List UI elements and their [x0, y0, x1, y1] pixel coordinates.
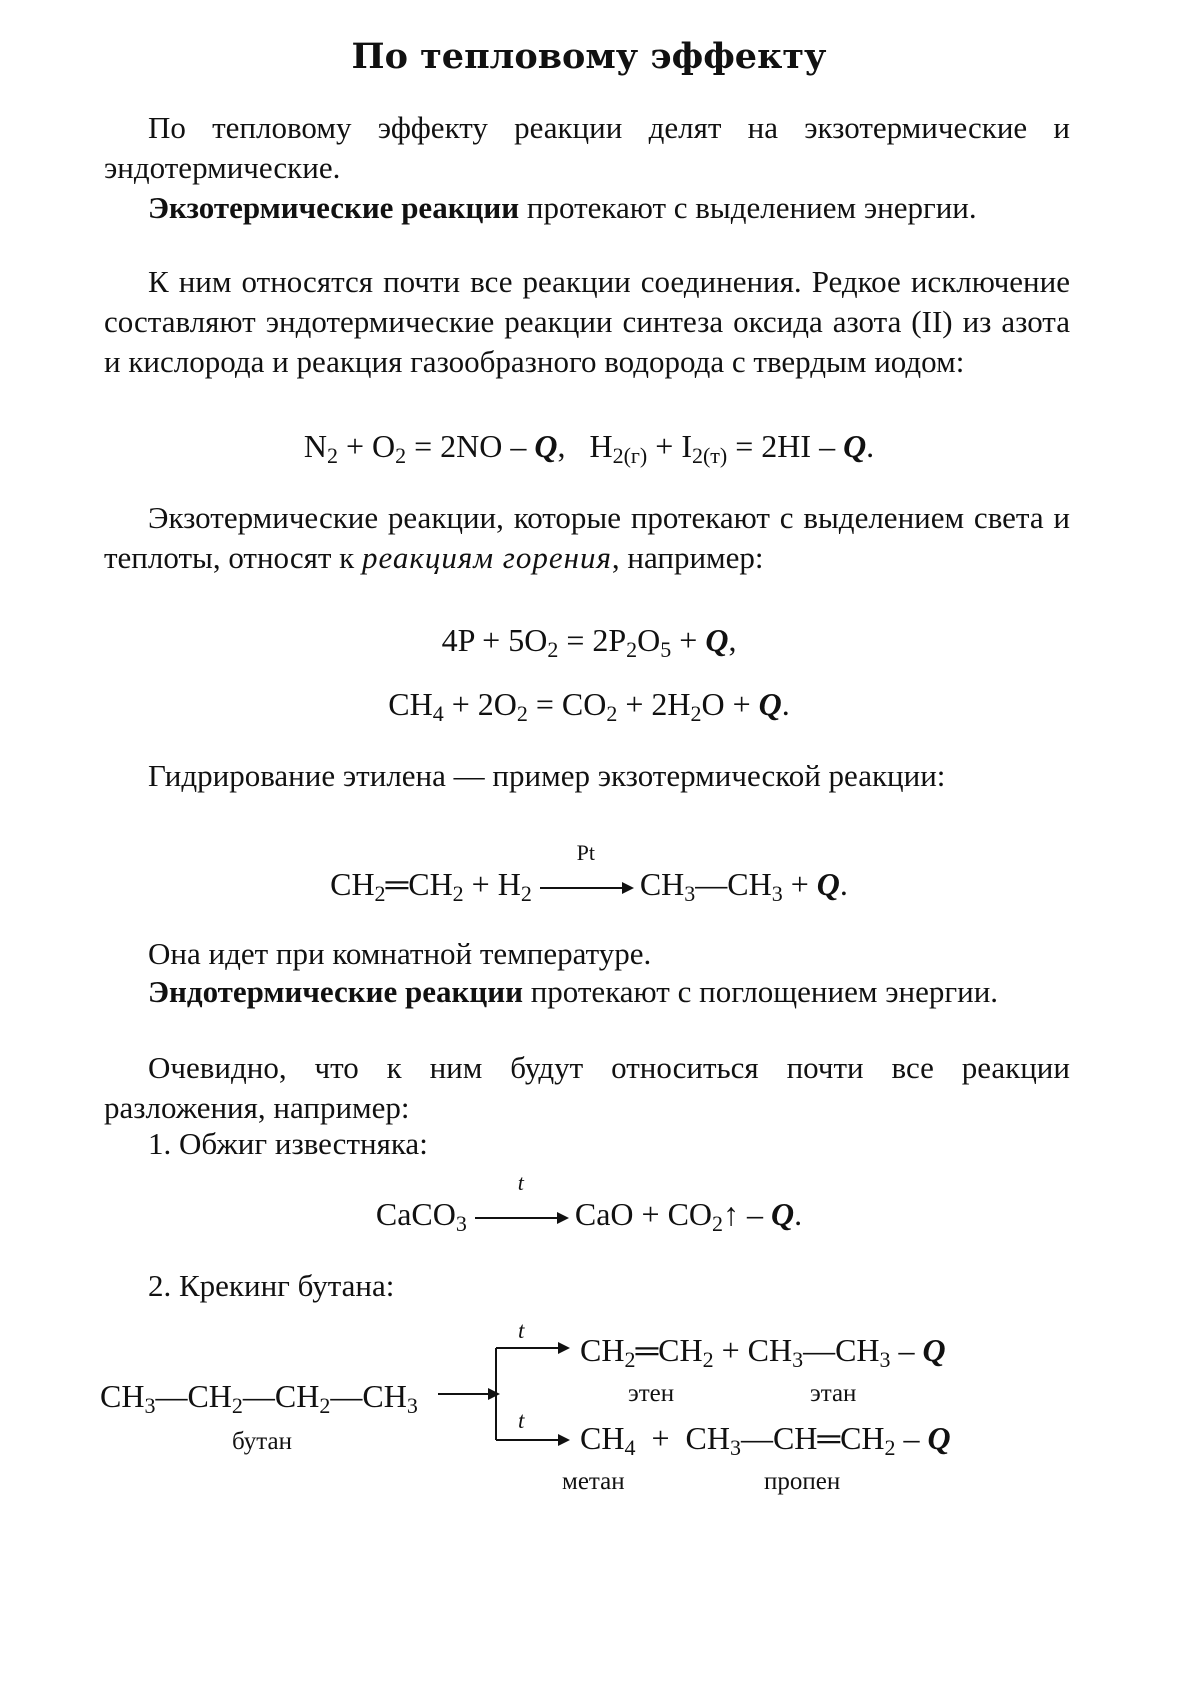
paragraph-hydrogenation: Гидрирование этилена — пример экзотермической реакции:: [148, 758, 946, 793]
branching-arrows: [438, 1330, 578, 1490]
paragraph-decomposition: Очевидно, что к ним будут относиться почти все реакции разложения, например:: [104, 1050, 1070, 1125]
paragraph-exothermic-definition: [104, 188, 1070, 228]
term-endothermic: Эндотермические реакции: [148, 974, 523, 1009]
equation-methane-combustion: $CH_4 + 2O_2 = CO_2 + 2H_2O + Q$.: [388, 686, 790, 726]
exothermic-definition-text: протекают с выделением энергии.: [519, 190, 977, 225]
formula-butane: $CH_3—CH_2—CH_2—CH_3$: [100, 1378, 418, 1418]
equation-endothermic-examples: $N_2 + O_2 = 2NO - Q$, $H_{2(г)} + I_{2(т)} = 2HI - Q$.: [303, 428, 875, 468]
heat-label-top: t: [518, 1318, 525, 1343]
combustion-text-a: Экзотермические реакции, которые протекают с выделением света и теплоты, относят к: [104, 500, 1070, 575]
paragraph-room-temperature: Она идет при комнатной температуре.: [148, 936, 652, 971]
catalyst-label: Pt: [576, 840, 595, 865]
products-ethene-ethane: $CH_2═CH_2$ + $CH_3—CH_3$ – Q: [580, 1332, 946, 1372]
label-propene: пропен: [764, 1468, 841, 1495]
label-methane: метан: [562, 1468, 625, 1495]
endothermic-definition-text: протекают с поглощением энергии.: [522, 974, 999, 1009]
term-combustion: реакциям горения: [361, 540, 612, 575]
list-item-limestone: 1. Обжиг известняка:: [148, 1126, 428, 1161]
equation-phosphorus-combustion: $4P + 5O_2 = 2P_2O_5 + Q$,: [441, 622, 737, 662]
arrow-heat: [475, 1170, 567, 1233]
paragraph-endothermic-definition: [104, 972, 1070, 1012]
paragraph-combination-reactions: К ним относятся почти все реакции соединения. Редкое исключение составляют эндотермические реакции синтеза оксида азота (II) из азота и кислорода и реакция газообразного водорода с твердым иодом:: [104, 264, 1070, 379]
products-methane-propene: $CH_4$ + $CH_3—CH═CH_2$ – Q: [580, 1420, 951, 1460]
combustion-text-b: , например:: [611, 540, 764, 575]
heat-label: t: [517, 1170, 524, 1195]
paragraph-intro: По тепловому эффекту реакции делят на экзотермические и эндотермические.: [104, 110, 1070, 185]
equation-limestone-roasting: CaCO$_3$ t CaO + $CO_2↑$ – Q.: [375, 1170, 803, 1236]
arrow-catalyst: [540, 840, 632, 903]
equation-ethylene-hydrogenation: $CH_2═CH_2 + H_2$ Pt $CH_3—CH_3 + Q$.: [330, 840, 848, 906]
label-ethene: этен: [628, 1380, 675, 1407]
list-item-butane-cracking: 2. Крекинг бутана:: [148, 1268, 395, 1303]
heat-label-bottom: t: [518, 1408, 525, 1433]
label-butane: бутан: [232, 1428, 292, 1455]
label-ethane: этан: [810, 1380, 857, 1407]
paragraph-combustion: [104, 498, 1070, 578]
term-exothermic: Экзотермические реакции: [148, 190, 520, 225]
page-title: По тепловому эффекту: [351, 36, 827, 77]
